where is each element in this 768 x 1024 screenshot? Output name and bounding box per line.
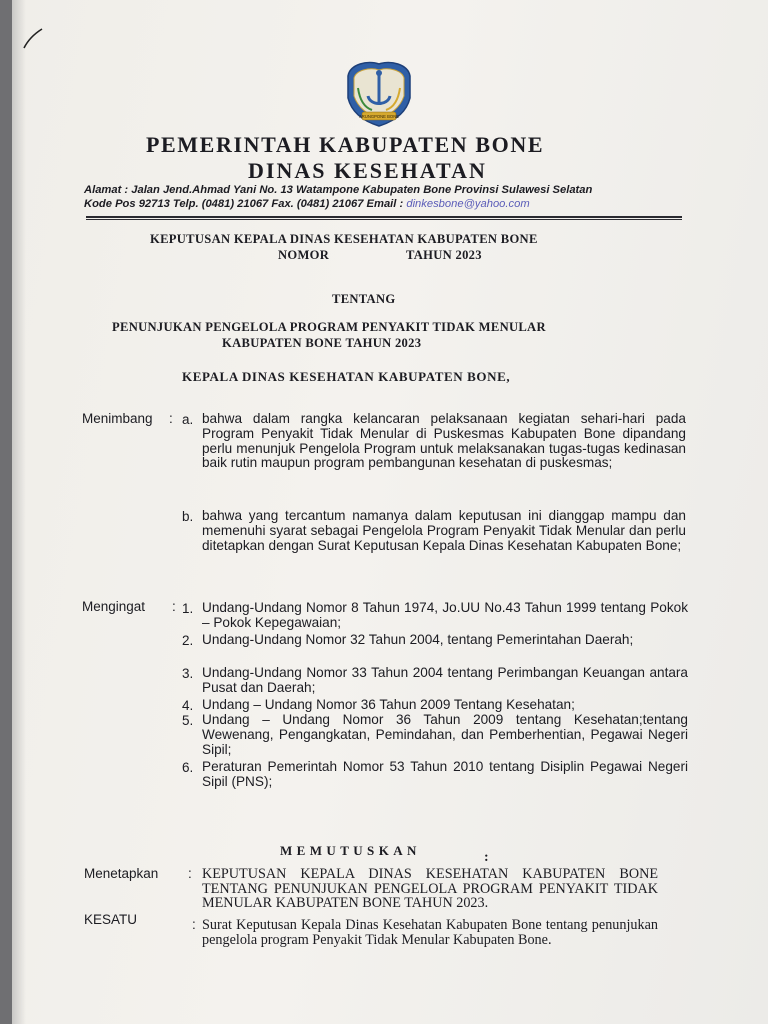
item-marker: a. [182,412,194,427]
item-marker: 1. [182,601,194,616]
letterhead-divider-thin [86,219,682,220]
decree-subject-line2: KABUPATEN BONE TAHUN 2023 [222,336,422,350]
decree-year: TAHUN 2023 [406,248,482,262]
logo-banner-text: ARUNGPONE BONE [358,114,400,119]
decree-title: KEPUTUSAN KEPALA DINAS KESEHATAN KABUPATEN BONE [150,232,538,246]
mengingat-item [182,698,688,713]
item-text: bahwa yang tercantum namanya dalam keputusan ini dianggap mampu dan memenuhi syarat sebagai Pengelola Program Penyakit Tidak Menular dan perlu ditetapkan dengan Surat Keputusan Kepala Dinas Kesehatan Kabupaten Bone; [202,508,686,553]
mengingat-item [182,760,688,790]
item-text: Undang-Undang Nomor 32 Tahun 2004, tentang Pemerintahan Daerah; [202,632,634,647]
decree-number-label: NOMOR [278,248,330,262]
item-marker: b. [182,509,194,524]
page-edge-shadow [12,0,26,1024]
agency-name: DINAS KESEHATAN [248,158,487,183]
issuer-heading: KEPALA DINAS KESEHATAN KABUPATEN BONE, [182,369,511,384]
menimbang-colon: : [169,411,173,426]
kesatu-text: Surat Keputusan Kepala Dinas Kesehatan Kabupaten Bone tentang penunjukan pengelola program Penyakit Tidak Menular Kabupaten Bone. [202,917,658,948]
address-line: Alamat : Jalan Jend.Ahmad Yani No. 13 Watampone Kabupaten Bone Provinsi Sulawesi Selatan [84,184,593,196]
item-text: Peraturan Pemerintah Nomor 53 Tahun 2010 tentang Disiplin Pegawai Negeri Sipil (PNS); [202,759,688,789]
item-marker: 3. [182,666,194,681]
menetapkan-text: KEPUTUSAN KEPALA DINAS KESEHATAN KABUPATEN BONE TENTANG PENUNJUKAN PENGELOLA PROGRAM PENYAKIT TIDAK MENULAR KABUPATEN BONE TAHUN 2023. [202,866,658,912]
item-marker: 5. [182,713,194,728]
mengingat-colon: : [172,599,176,614]
item-text: Undang – Undang Nomor 36 Tahun 2009 tentang Kesehatan;tentang Wewenang, Pengangkatan, Pemindahan, dan Pemberhentian, Pegawai Negeri Sipil; [202,712,688,757]
mengingat-item [182,633,688,648]
item-text: bahwa dalam rangka kelancaran pelaksanaan kegiatan sehari-hari pada Program Penyakit Tidak Menular di Puskesmas Kabupaten Bone dipandang perlu menunjuk Pengelola Program untuk melaksanakan tugas-tugas kedinasan baik rutin maupun program pembangunan kesehatan di puskesmas; [202,411,686,471]
tentang-heading: TENTANG [332,292,396,306]
item-marker: 6. [182,760,194,775]
mengingat-item [182,713,688,757]
regency-coat-of-arms-icon [340,58,418,128]
letterhead-divider [86,216,682,218]
contact-line [84,198,530,210]
contact-text: Kode Pos 92713 Telp. (0481) 21067 Fax. (0481) 21067 Email : [84,198,407,210]
item-text: Undang-Undang Nomor 33 Tahun 2004 tentang Perimbangan Keuangan antara Pusat dan Daerah; [202,665,688,695]
kesatu-label: KESATU [84,912,138,927]
email-link[interactable]: dinkesbone@yahoo.com [406,198,530,210]
menimbang-label: Menimbang [82,411,153,426]
menetapkan-label: Menetapkan [84,866,159,881]
mengingat-item [182,601,688,631]
memutuskan-heading: MEMUTUSKAN [280,843,421,858]
menimbang-item [182,509,686,553]
document-page [12,0,768,1024]
memutuskan-colon: : [484,850,489,865]
government-name: PEMERINTAH KABUPATEN BONE [146,132,545,157]
menimbang-item [182,412,686,471]
item-text: Undang – Undang Nomor 36 Tahun 2009 Tentang Kesehatan; [202,697,575,712]
item-marker: 4. [182,698,194,713]
item-marker: 2. [182,633,194,648]
menetapkan-colon: : [188,866,192,881]
check-mark-icon [20,26,46,52]
mengingat-item [182,666,688,696]
kesatu-colon: : [192,917,196,932]
mengingat-label: Mengingat [82,599,146,614]
decree-subject-line1: PENUNJUKAN PENGELOLA PROGRAM PENYAKIT TIDAK MENULAR [112,320,546,334]
item-text: Undang-Undang Nomor 8 Tahun 1974, Jo.UU No.43 Tahun 1999 tentang Pokok – Pokok Kepegawaian; [202,600,688,630]
